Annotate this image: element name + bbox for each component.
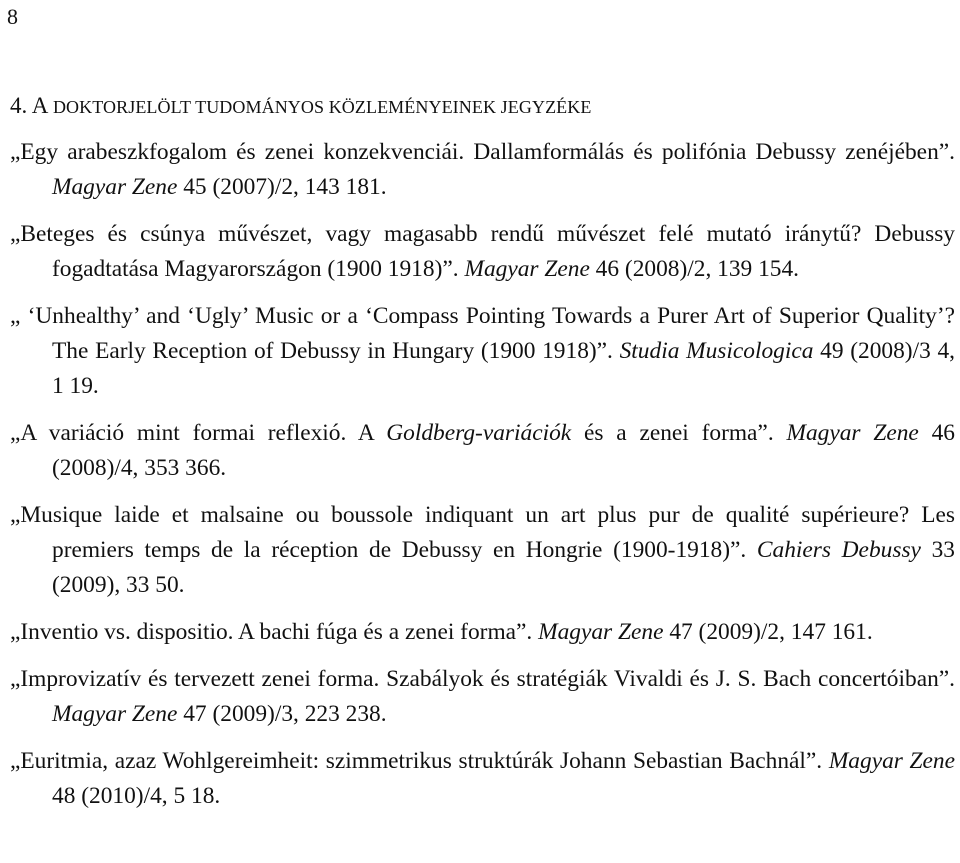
publication-title: „Inventio vs. dispositio. A bachi fúga és a zenei forma”.: [10, 619, 539, 645]
publication-item: [10, 217, 955, 287]
publication-journal: Cahiers Debussy: [756, 537, 921, 563]
publication-item: [10, 416, 955, 486]
publication-journal: Magyar Zene: [52, 174, 178, 200]
publication-title: „Musique laide et malsaine ou boussole indiquant un art plus pur de qualité supérieure? Les premiers temps de la réception de Debussy en Hongrie (1900-1918)”.: [10, 502, 955, 563]
publication-item: [10, 662, 955, 732]
publication-journal: Studia Musicologica: [619, 338, 814, 364]
page-number: 8: [7, 4, 18, 29]
publication-details: 46 (2008)/2, 139 154.: [589, 256, 800, 282]
publication-journal: Magyar Zene: [786, 420, 919, 446]
publication-details: 45 (2007)/2, 143 181.: [177, 174, 387, 200]
publication-details: 33 (2009), 33 50.: [52, 537, 955, 598]
publication-title: „ ‘Unhealthy’ and ‘Ugly’ Music or a ‘Compass Pointing Towards a Purer Art of Superior Quality’? The Early Reception of Debussy in Hungary (1900 1918)”.: [10, 303, 955, 364]
publication-details: 47 (2009)/2, 147 161.: [663, 619, 873, 645]
publication-journal: Magyar Zene: [464, 256, 590, 282]
section-heading-number: 4. A: [10, 93, 49, 118]
publication-journal: Magyar Zene: [52, 701, 178, 727]
publication-details: 48 (2010)/4, 5 18.: [52, 783, 221, 809]
publication-journal: Magyar Zene: [828, 748, 956, 774]
publication-title: „Improvizatív és tervezett zenei forma. Szabályok és stratégiák Vivaldi és J. S. Bach concertóiban”.: [10, 666, 955, 692]
publication-item: [10, 615, 955, 650]
publication-item: [10, 135, 955, 205]
publication-item: [10, 498, 955, 603]
section-heading-title: DOKTORJELÖLT TUDOMÁNYOS KÖZLEMÉNYEINEK JEGYZÉKE: [48, 97, 592, 117]
publication-details: 49 (2008)/3 4, 1 19.: [52, 338, 956, 399]
publication-title: „Egy arabeszkfogalom és zenei konzekvenciái. Dallamformálás és polifónia Debussy zenéjében”.: [10, 139, 955, 165]
publication-title: „Euritmia, azaz Wohlgereimheit: szimmetrikus struktúrák Johann Sebastian Bachnál”.: [10, 748, 829, 774]
publication-item: [10, 744, 955, 814]
publication-details: 47 (2009)/3, 223 238.: [177, 701, 387, 727]
publication-title-end: és a zenei forma”.: [571, 420, 787, 446]
publication-title-italic: Goldberg-variációk: [386, 420, 572, 446]
publication-journal: Magyar Zene: [538, 619, 664, 645]
publication-details: 46 (2008)/4, 353 366.: [52, 420, 955, 481]
publication-title: „A variáció mint formai reflexió. A: [10, 420, 387, 446]
publication-title: „Beteges és csúnya művészet, vagy magasabb rendű művészet felé mutató iránytű? Debussy fogadtatása Magyarországon (1900 1918)”.: [10, 221, 955, 282]
publication-list: [10, 135, 955, 826]
section-heading: [10, 92, 591, 121]
publication-item: [10, 299, 955, 404]
